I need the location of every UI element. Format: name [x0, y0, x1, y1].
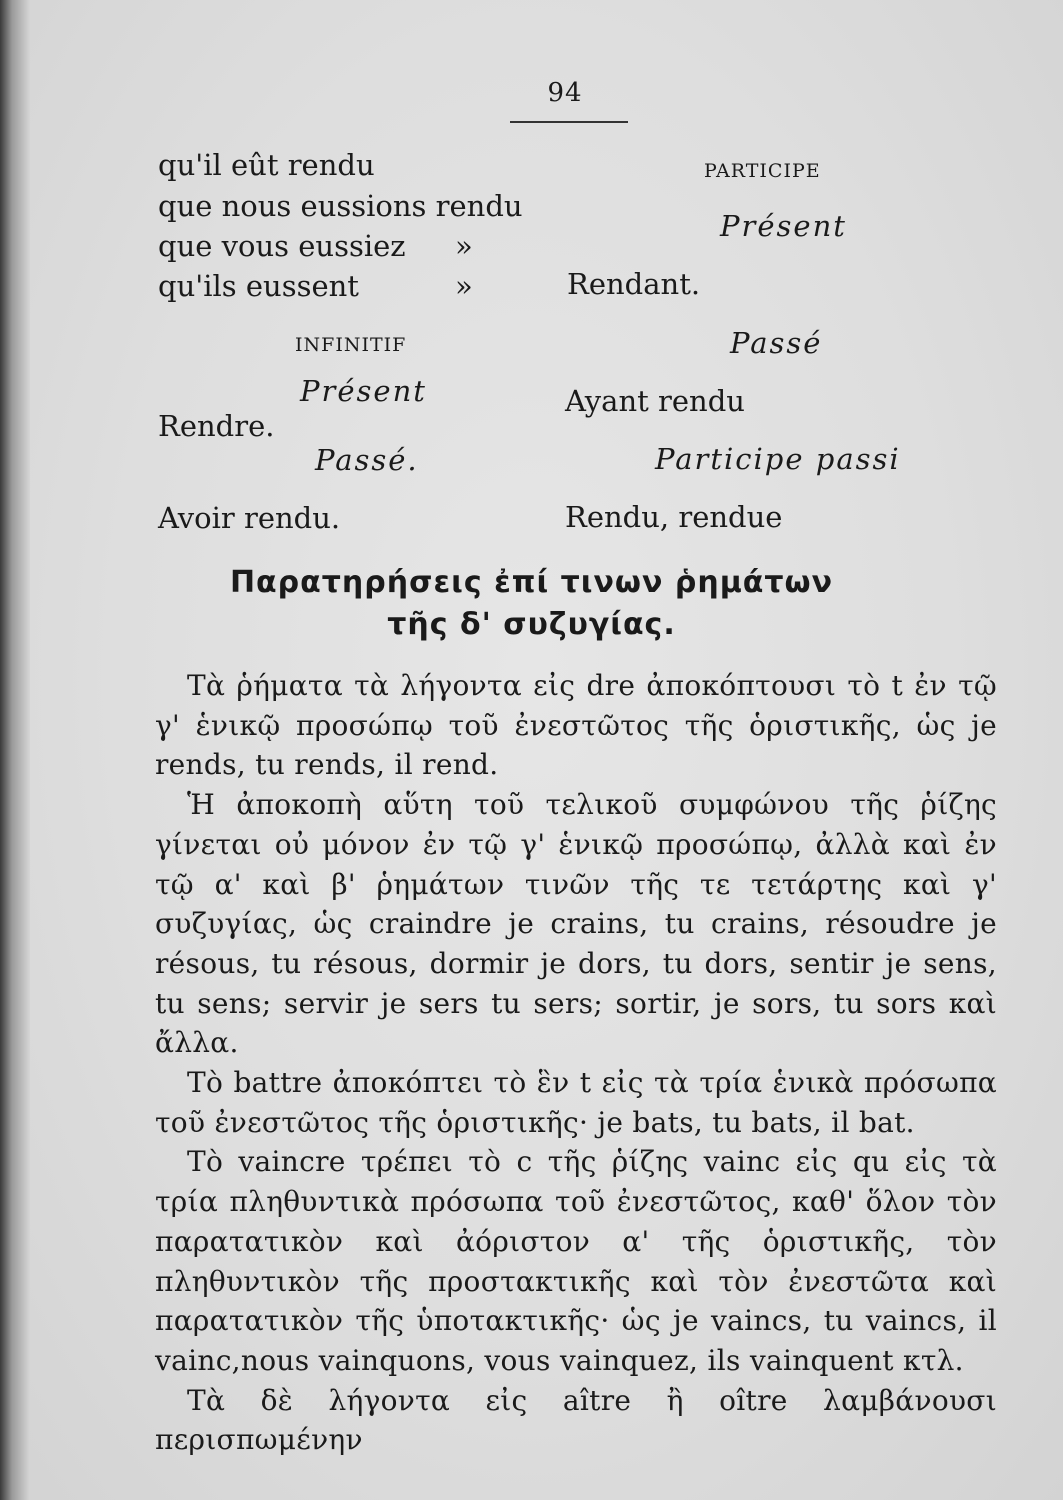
participe-present-form: Rendant. [567, 267, 701, 301]
participe-passif-form: Rendu, rendue [565, 500, 783, 534]
page-binding-shadow [0, 0, 30, 1500]
participe-passe-label: Passé [730, 326, 823, 360]
infinitif-passe-form: Avoir rendu. [158, 501, 341, 535]
infinitif-label: INFINITIF [295, 334, 407, 356]
conj-line-3: que vous eussiez [158, 229, 406, 263]
conj-line-4: qu'ils eussent [158, 269, 359, 303]
participe-present-label: Présent [720, 209, 847, 243]
conj-line-2: que nous eussions rendu [158, 189, 523, 223]
participe-passif-label: Participe passi [655, 442, 901, 476]
section-heading-line-2: τῆς δ' συζυγίας. [387, 607, 676, 642]
paragraph: Ἡ ἀποκοπὴ αὕτη τοῦ τελικοῦ συμφώνου τῆς ῥίζης γίνεται οὐ μόνον ἐν τῷ γ' ἑνικῷ προσώπῳ, ἀλλὰ καὶ ἐν τῷ α' καὶ β' ῥημάτων τινῶν τῆς τε τετάρτης καὶ γ' συζυγίας, ὡς craindre je crains, tu crains, résoudre je résous, tu résous, dormir je dors, tu dors, sentir je sens, tu sens; servir je sers tu sers; sortir, je sors, tu sors καὶ ἄλλα. [155, 788, 997, 1060]
paragraph: Τὸ vaincre τρέπει τὸ c τῆς ῥίζης vainc εἰς qu εἰς τὰ τρία πληθυντικὰ πρόσωπα τοῦ ἐνεστῶτος, καθ' ὅλον τὸν παρατατικὸν καὶ ἀόριστον α' τῆς ὁριστικῆς, τὸν πληθυντικὸν τῆς προστακτικῆς καὶ τὸν ἐνεστῶτα καὶ παρατατικὸν τῆς ὑποτακτικῆς· ὡς je vaincs, tu vaincs, il vainc,nous vainquons, vous vainquez, ils vainquent κτλ. [155, 1145, 997, 1377]
page-number: 94 [547, 78, 583, 108]
infinitif-present-label: Présent [300, 374, 427, 408]
paragraph: Τὰ ῥήματα τὰ λήγοντα εἰς dre ἀποκόπτουσι τὸ t ἐν τῷ γ' ἑνικῷ προσώπῳ τοῦ ἐνεστῶτος τῆς ὁριστικῆς, ὡς je rends, tu rends, il rend. [155, 669, 997, 782]
paragraph: Τὸ battre ἀποκόπτει τὸ ἓν t εἰς τὰ τρία ἑνικὰ πρόσωπα τοῦ ἐνεστῶτος τῆς ὁριστικῆς· je bats, tu bats, il bat. [155, 1066, 997, 1139]
participe-label: PARTICIPE [704, 160, 821, 182]
infinitif-passe-label: Passé. [315, 443, 419, 477]
body-text [155, 666, 997, 1460]
conj-ditto-3: » [455, 229, 473, 263]
page-number-rule [510, 121, 628, 123]
infinitif-present-form: Rendre. [158, 409, 275, 443]
participe-passe-form: Ayant rendu [565, 384, 745, 418]
conj-ditto-4: » [455, 269, 473, 303]
conj-line-1: qu'il eût rendu [158, 148, 375, 182]
section-heading-line-1: Παρατηρήσεις ἐπί τινων ῥημάτων [229, 565, 834, 600]
paragraph: Τὰ δὲ λήγοντα εἰς aître ἢ oître λαμβάνουσι περισπωμένην [155, 1383, 997, 1457]
